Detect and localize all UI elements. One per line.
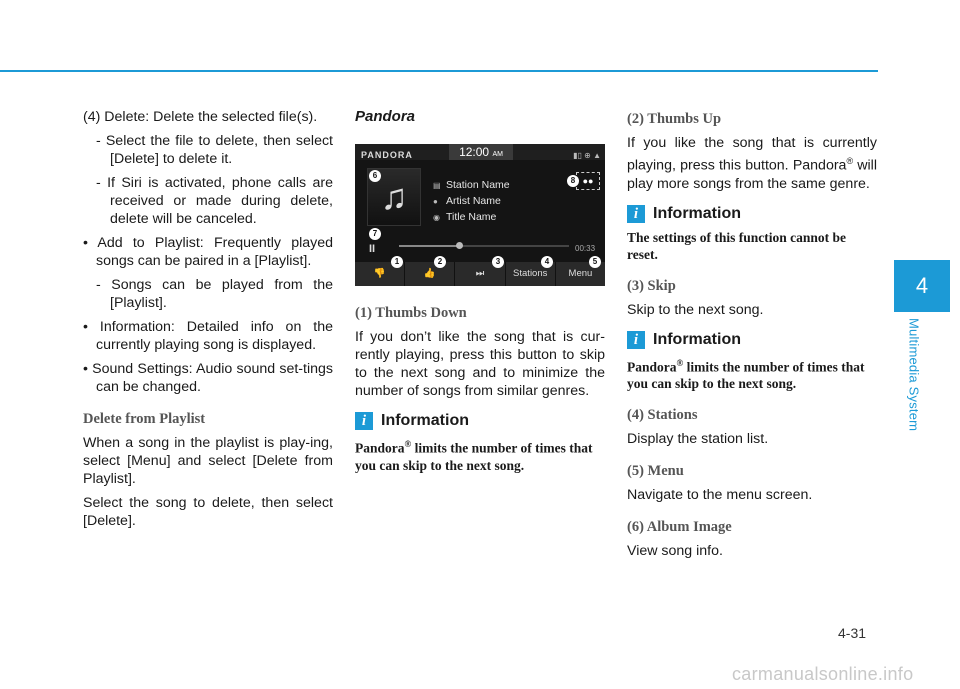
- artist-name: Artist Name: [446, 195, 501, 207]
- station-icon: ▤: [433, 181, 441, 190]
- chapter-title: Multimedia System: [906, 318, 922, 432]
- title-name-row: [433, 208, 496, 227]
- users-icon-button[interactable]: ●●: [576, 172, 600, 190]
- info-title: Information: [381, 412, 469, 429]
- info-text: [355, 436, 605, 474]
- progress-knob[interactable]: [456, 242, 463, 249]
- status-icons: ▮▯ ⊕ ▲: [573, 151, 601, 160]
- stations-label: Stations: [513, 268, 548, 279]
- pandora-section-title: Pandora: [355, 108, 416, 125]
- add-to-playlist-item: • Add to Playlist: Frequently played songs can be paired in a [Playlist].: [83, 235, 333, 269]
- registered-mark: ®: [404, 439, 412, 449]
- info-title: Information: [653, 330, 741, 348]
- information-icon: i: [627, 331, 645, 349]
- album-image-heading: (6) Album Image: [627, 519, 732, 536]
- thumbs-up-text: [627, 134, 877, 193]
- info-header: [355, 412, 605, 430]
- information-item: • Information: Detailed info on the currently playing song is displayed.: [83, 319, 333, 353]
- thumbs-up-text-b: will play more songs from the same genre.: [627, 157, 877, 192]
- elapsed-time: 00:33: [575, 244, 596, 253]
- information-icon: i: [355, 412, 373, 430]
- disc-icon: ◉: [433, 213, 440, 222]
- watermark: carmanualsonline.info: [732, 664, 914, 684]
- thumbs-up-text-a: If you like the song that is currently playing, press this button. Pandora: [627, 135, 877, 174]
- screen-brand: PANDORA: [361, 150, 413, 160]
- delete-from-playlist-heading: Delete from Playlist: [83, 411, 206, 427]
- thumbs-down-text: If you don’t like the song that is cur-rently playing, press this button to skip to the next song and to minimize the number of songs from similar genres.: [355, 329, 605, 399]
- clock-time: 12:00: [459, 145, 490, 159]
- thumbs-up-icon: 👍: [423, 268, 436, 279]
- page-number: 4-31: [838, 625, 867, 641]
- thumbs-up-button[interactable]: [405, 262, 455, 286]
- sound-settings-item: • Sound Settings: Audio sound set-tings can be changed.: [83, 361, 333, 395]
- info-text-a: Pandora: [355, 440, 405, 456]
- marker-5: 5: [589, 256, 601, 268]
- music-note-icon: ♫: [380, 176, 408, 217]
- marker-3: 3: [492, 256, 504, 268]
- delete-from-playlist-text-2: Select the song to delete, then select [Delete].: [83, 495, 333, 529]
- progress-fill: [399, 245, 459, 247]
- marker-1: 1: [391, 256, 403, 268]
- progress-bar[interactable]: [399, 245, 569, 247]
- info-text: [627, 355, 877, 393]
- thumbs-down-icon: 👎: [373, 268, 386, 279]
- clock-ampm: AM: [492, 151, 503, 158]
- skip-icon: ⏭: [475, 268, 485, 279]
- playlist-sub-item: - Songs can be played from the [Playlist].: [96, 277, 333, 311]
- person-icon: ●: [433, 197, 438, 206]
- marker-6: 6: [369, 170, 381, 182]
- album-image-text: View song info.: [627, 543, 723, 560]
- menu-label: Menu: [568, 268, 593, 279]
- skip-heading: (3) Skip: [627, 277, 676, 294]
- info-header: [627, 205, 877, 223]
- marker-8: 8: [567, 175, 579, 187]
- info-text-b: limits the number of times that you can skip to the next song.: [355, 440, 593, 473]
- registered-mark: ®: [846, 156, 854, 166]
- menu-heading: (5) Menu: [627, 463, 684, 480]
- info-text-a: Pandora: [627, 359, 677, 375]
- pandora-screen-illustration: [355, 144, 605, 286]
- chapter-tab: [894, 260, 950, 312]
- column-3: [627, 108, 877, 566]
- info-title: Information: [653, 204, 741, 222]
- information-icon: i: [627, 205, 645, 223]
- menu-text: Navigate to the menu screen.: [627, 487, 813, 504]
- stations-heading: (4) Stations: [627, 407, 698, 424]
- skip-text: Skip to the next song.: [627, 301, 764, 318]
- delete-step-1: - Select the file to delete, then select [Delete] to delete it.: [96, 133, 333, 167]
- title-name: Title Name: [446, 211, 497, 223]
- column-1: [83, 108, 333, 536]
- registered-mark: ®: [676, 357, 684, 368]
- pause-icon[interactable]: II: [369, 243, 376, 255]
- marker-2: 2: [434, 256, 446, 268]
- delete-item: (4) Delete: Delete the selected file(s).: [83, 109, 318, 125]
- delete-step-2: - If Siri is activated, phone calls are received or made during delete, delete will be canceled.: [96, 175, 333, 227]
- marker-4: 4: [541, 256, 553, 268]
- stations-text: Display the station list.: [627, 431, 769, 448]
- info-text-b: limits the number of times that you can skip to the next song.: [627, 359, 865, 392]
- screen-clock: [449, 144, 513, 160]
- info-header: [627, 331, 877, 349]
- top-rule: [0, 70, 878, 72]
- thumbs-up-heading: (2) Thumbs Up: [627, 111, 722, 127]
- delete-from-playlist-text-1: When a song in the playlist is play-ing, select [Menu] and select [Delete from Playlist].: [83, 435, 333, 487]
- chapter-number: 4: [915, 273, 929, 298]
- station-name: Station Name: [446, 179, 510, 191]
- column-2: [355, 108, 605, 482]
- info-text: The settings of this function cannot be reset.: [627, 229, 847, 262]
- marker-7: 7: [369, 228, 381, 240]
- chapter-title-vertical: [904, 318, 924, 438]
- thumbs-down-heading: (1) Thumbs Down: [355, 305, 467, 321]
